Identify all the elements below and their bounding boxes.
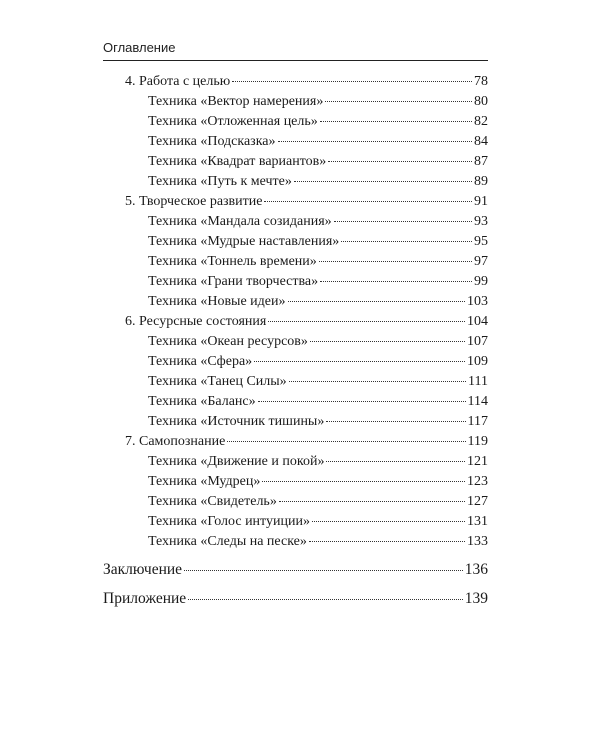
toc-entry-title: Техника «Сфера» xyxy=(148,354,253,369)
toc-entry-page: 104 xyxy=(467,314,488,329)
toc-entry-title: Техника «Баланс» xyxy=(148,394,256,409)
toc-entry-title: Техника «Мудрец» xyxy=(148,474,261,489)
toc-entry-page: 95 xyxy=(474,234,488,249)
dot-leader xyxy=(294,181,472,182)
toc-entry-page: 117 xyxy=(467,414,488,429)
toc-entry-title: Техника «Путь к мечте» xyxy=(148,174,292,189)
toc-entry-title: Техника «Океан ресурсов» xyxy=(148,334,308,349)
toc-entry-page: 80 xyxy=(474,94,488,109)
dot-leader xyxy=(319,261,472,262)
toc-entry[interactable] xyxy=(148,132,488,152)
dot-leader xyxy=(312,521,465,522)
toc-entry[interactable] xyxy=(103,560,488,580)
toc-entry[interactable] xyxy=(148,272,488,292)
toc-entry[interactable] xyxy=(148,332,488,352)
toc-entry-title: Техника «Вектор намерения» xyxy=(148,94,324,109)
toc-entry-page: 123 xyxy=(467,474,488,489)
toc-entry[interactable] xyxy=(148,452,488,472)
dot-leader xyxy=(279,501,465,502)
toc-entry-title: Техника «Движение и покой» xyxy=(148,454,325,469)
toc-entry-title: Техника «Танец Силы» xyxy=(148,374,287,389)
toc-entry-title: Техника «Квадрат вариантов» xyxy=(148,154,327,169)
toc-entry-title: Техника «Тоннель времени» xyxy=(148,254,317,269)
toc-entry-page: 93 xyxy=(474,214,488,229)
toc-entry[interactable] xyxy=(148,492,488,512)
toc-entry[interactable] xyxy=(148,472,488,492)
dot-leader xyxy=(326,421,465,422)
toc-entry-title: Приложение xyxy=(103,590,187,607)
toc-entry[interactable] xyxy=(148,152,488,172)
toc-entry-title: Техника «Свидетель» xyxy=(148,494,277,509)
toc-entry-title: Техника «Новые идеи» xyxy=(148,294,286,309)
toc-entry[interactable] xyxy=(148,512,488,532)
toc-entry-page: 87 xyxy=(474,154,488,169)
dot-leader xyxy=(310,341,465,342)
dot-leader xyxy=(184,570,463,571)
toc-entry[interactable] xyxy=(148,292,488,312)
toc-entry[interactable] xyxy=(148,92,488,112)
dot-leader xyxy=(320,121,472,122)
toc-entry-title: Техника «Источник тишины» xyxy=(148,414,325,429)
toc-entry-page: 107 xyxy=(467,334,488,349)
toc-entry-title: Техника «Мандала созидания» xyxy=(148,214,332,229)
dot-leader xyxy=(320,281,472,282)
dot-leader xyxy=(262,481,465,482)
toc-entry-page: 111 xyxy=(468,374,488,389)
dot-leader xyxy=(341,241,472,242)
toc-entry-page: 114 xyxy=(467,394,488,409)
toc-entry[interactable] xyxy=(125,72,488,92)
running-title: Оглавление xyxy=(103,40,176,55)
dot-leader xyxy=(326,461,465,462)
toc-entry-page: 139 xyxy=(464,590,488,607)
toc-entry-title: Техника «Подсказка» xyxy=(148,134,276,149)
dot-leader xyxy=(288,301,466,302)
toc-entry-page: 127 xyxy=(467,494,488,509)
toc-entry-page: 121 xyxy=(467,454,488,469)
toc-entry-title: 6. Ресурсные состояния xyxy=(125,314,267,329)
dot-leader xyxy=(232,81,472,82)
toc-entry[interactable] xyxy=(148,212,488,232)
dot-leader xyxy=(334,221,472,222)
toc-entry-title: Техника «Следы на песке» xyxy=(148,534,307,549)
dot-leader xyxy=(309,541,465,542)
dot-leader xyxy=(227,441,465,442)
toc-entry-page: 82 xyxy=(474,114,488,129)
toc-entry-page: 131 xyxy=(467,514,488,529)
toc-entry-title: Заключение xyxy=(103,561,183,578)
toc-entry[interactable] xyxy=(148,392,488,412)
toc-entry-page: 99 xyxy=(474,274,488,289)
toc-entry-page: 119 xyxy=(467,434,488,449)
toc-entry-title: Техника «Грани творчества» xyxy=(148,274,319,289)
toc-entry[interactable] xyxy=(148,172,488,192)
toc-entry-page: 84 xyxy=(474,134,488,149)
toc-entry-page: 89 xyxy=(474,174,488,189)
dot-leader xyxy=(264,201,472,202)
toc-entry-page: 136 xyxy=(464,561,488,578)
toc-entry-title: 7. Самопознание xyxy=(125,434,226,449)
dot-leader xyxy=(278,141,472,142)
toc-entry[interactable] xyxy=(148,112,488,132)
dot-leader xyxy=(289,381,466,382)
toc-entry[interactable] xyxy=(148,372,488,392)
toc-entry[interactable] xyxy=(125,192,488,212)
toc-entry[interactable] xyxy=(148,532,488,552)
toc-entry[interactable] xyxy=(103,589,488,609)
toc-entry-title: Техника «Мудрые наставления» xyxy=(148,234,340,249)
toc-entry-page: 103 xyxy=(467,294,488,309)
dot-leader xyxy=(325,101,472,102)
toc-entry[interactable] xyxy=(148,232,488,252)
toc-entry-page: 91 xyxy=(474,194,488,209)
dot-leader xyxy=(188,599,463,600)
toc-entry-page: 133 xyxy=(467,534,488,549)
dot-leader xyxy=(258,401,466,402)
toc-entry[interactable] xyxy=(148,352,488,372)
dot-leader xyxy=(268,321,465,322)
toc-entry[interactable] xyxy=(125,312,488,332)
toc-entry-page: 97 xyxy=(474,254,488,269)
toc-entry-title: 5. Творческое развитие xyxy=(125,194,263,209)
dot-leader xyxy=(328,161,472,162)
toc-entry[interactable] xyxy=(125,432,488,452)
toc-entry-page: 109 xyxy=(467,354,488,369)
toc-entry-page: 78 xyxy=(474,74,488,89)
toc-entry-title: Техника «Отложенная цель» xyxy=(148,114,318,129)
toc-entry-title: 4. Работа с целью xyxy=(125,74,231,89)
dot-leader xyxy=(254,361,465,362)
toc-entry[interactable] xyxy=(148,252,488,272)
toc-entry-title: Техника «Голос интуиции» xyxy=(148,514,310,529)
toc-entry[interactable] xyxy=(148,412,488,432)
